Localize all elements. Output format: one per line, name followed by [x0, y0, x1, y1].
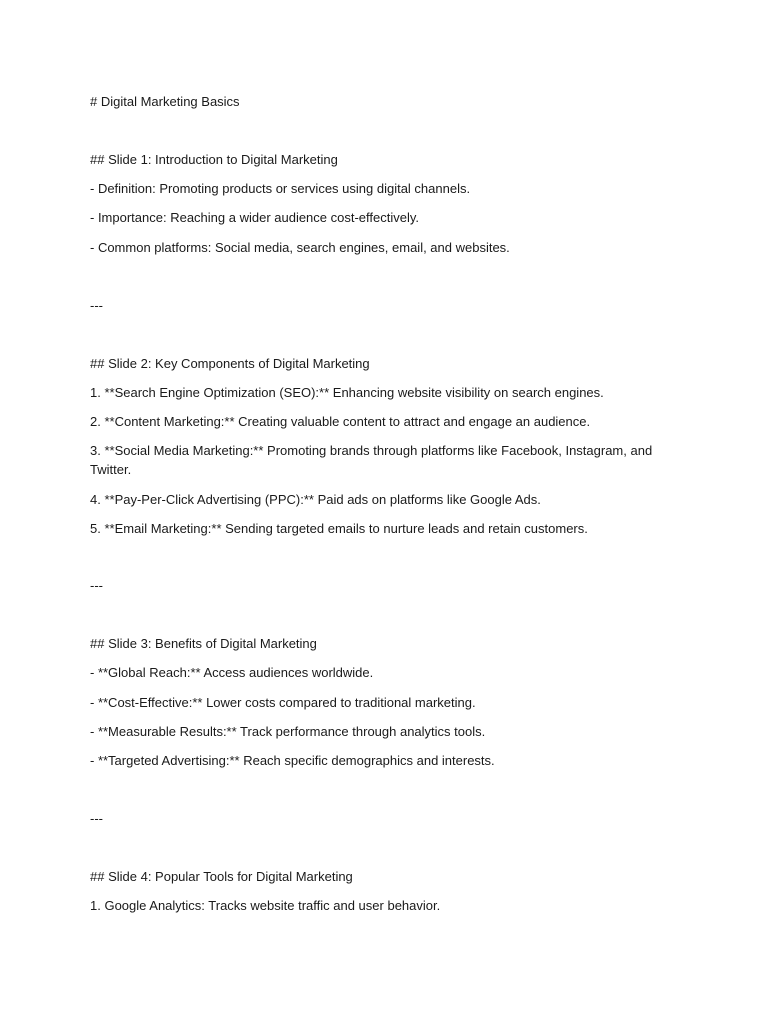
slide1-item-platforms: - Common platforms: Social media, search engines, email, and websites.	[90, 240, 510, 255]
slide3-item-measurable: - **Measurable Results:** Track performance through analytics tools.	[90, 724, 486, 739]
document-title: # Digital Marketing Basics	[90, 94, 240, 109]
slide2-item-email: 5. **Email Marketing:** Sending targeted emails to nurture leads and retain customers.	[90, 521, 588, 536]
separator: ---	[90, 578, 103, 593]
slide2-heading: ## Slide 2: Key Components of Digital Marketing	[90, 356, 370, 371]
slide3-item-targeted: - **Targeted Advertising:** Reach specific demographics and interests.	[90, 753, 495, 768]
slide3-item-cost-effective: - **Cost-Effective:** Lower costs compared to traditional marketing.	[90, 695, 476, 710]
slide2-item-social: 3. **Social Media Marketing:** Promoting brands through platforms like Facebook, Instagram, and Twitter.	[90, 443, 653, 477]
slide4-heading: ## Slide 4: Popular Tools for Digital Marketing	[90, 869, 353, 884]
slide2-item-seo: 1. **Search Engine Optimization (SEO):** Enhancing website visibility on search engines.	[90, 385, 604, 400]
slide4-item-google-analytics: 1. Google Analytics: Tracks website traffic and user behavior.	[90, 898, 441, 913]
slide3-heading: ## Slide 3: Benefits of Digital Marketing	[90, 636, 317, 651]
slide1-item-definition: - Definition: Promoting products or services using digital channels.	[90, 181, 471, 196]
slide2-item-ppc: 4. **Pay-Per-Click Advertising (PPC):** Paid ads on platforms like Google Ads.	[90, 492, 541, 507]
separator: ---	[90, 298, 103, 313]
slide1-item-importance: - Importance: Reaching a wider audience cost-effectively.	[90, 210, 420, 225]
separator: ---	[90, 811, 103, 826]
slide2-item-content: 2. **Content Marketing:** Creating valuable content to attract and engage an audience.	[90, 414, 591, 429]
slide3-item-global-reach: - **Global Reach:** Access audiences worldwide.	[90, 665, 374, 680]
slide1-heading: ## Slide 1: Introduction to Digital Marketing	[90, 152, 338, 167]
